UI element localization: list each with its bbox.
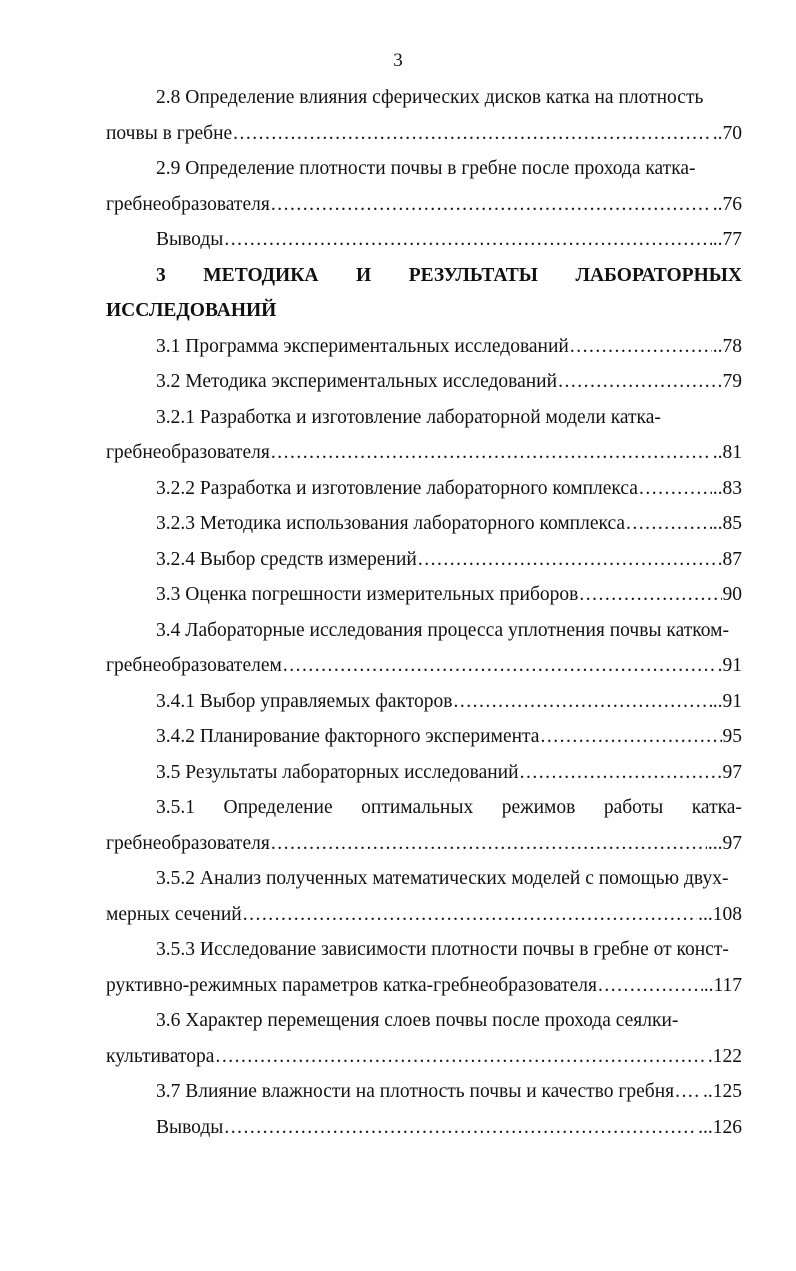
toc-entry-3-5 (106, 755, 742, 791)
toc-word: оптимальных (361, 797, 474, 818)
dot-leader (418, 542, 717, 578)
toc-entry-continuation (106, 435, 742, 471)
toc-entry-label: 3.5 Результаты лабораторных исследований (156, 761, 519, 783)
toc-entry-continuation (106, 1039, 742, 1075)
dot-leader (283, 648, 717, 684)
dot-leader (243, 897, 697, 933)
toc-word: режимов (501, 797, 576, 818)
toc-entry-label: гребнеобразователя (106, 832, 270, 854)
dot-leader (540, 719, 721, 755)
dot-leader (233, 116, 712, 152)
toc-entry-3-4-1 (106, 684, 742, 720)
dot-leader (520, 755, 722, 791)
dot-leader (675, 1074, 702, 1110)
toc-entry-continuation (106, 187, 742, 223)
toc-entry-3-1 (106, 329, 742, 365)
dot-leader (271, 826, 707, 862)
toc-entry-label: мерных сечений (106, 903, 242, 925)
toc-word: Определение (223, 797, 333, 818)
toc-page-number: ..125 (703, 1081, 742, 1102)
toc-page-number: 79 (722, 371, 742, 392)
toc-entry-label: гребнеобразователя (106, 442, 270, 463)
chapter-word: И (355, 264, 372, 286)
toc-page-number: ..76 (712, 193, 742, 215)
chapter-word: 3 (156, 264, 166, 286)
dot-leader (598, 968, 703, 1004)
chapter-heading-continuation: ИССЛЕДОВАНИЙ (106, 300, 277, 321)
toc-page-number: 95 (722, 726, 742, 747)
toc-entry-text: 3.6 Характер перемещения слоев почвы после прохода сеялки- (156, 1010, 679, 1031)
toc-entry-text: 3.4 Лабораторные исследования процесса уплотнения почвы катком- (156, 619, 729, 641)
toc-entry-label: 3.2.2 Разработка и изготовление лабораторного комплекса (156, 477, 638, 499)
dot-leader (215, 1039, 706, 1075)
toc-entry-text (106, 790, 742, 826)
toc-entry-3-5-3 (106, 932, 742, 1003)
dot-leader (626, 506, 712, 542)
toc-entry-3-2-4 (106, 542, 742, 578)
toc-entry-conclusions-2 (106, 222, 742, 258)
toc-entry-label: руктивно-режимных параметров катка-гребнеобразователя (106, 974, 597, 996)
toc-entry-label: гребнеобразователем (106, 655, 282, 676)
toc-entry-continuation (106, 968, 742, 1004)
toc-page-number: ..91 (712, 690, 742, 712)
toc-entry-3-2-1 (106, 400, 742, 471)
dot-leader (271, 435, 712, 471)
toc-entry-label: Выводы (156, 1116, 224, 1138)
toc-page-number: ..70 (712, 122, 742, 144)
toc-entry-label: культиватора (106, 1045, 215, 1067)
toc-entry-label: гребнеобразователя (106, 193, 270, 215)
toc-entry-3-4 (106, 613, 742, 684)
dot-leader (453, 684, 711, 720)
chapter-heading-line (106, 258, 742, 294)
toc-entry-3-2-3 (106, 506, 742, 542)
toc-word: работы (603, 797, 664, 818)
toc-entry-3-4-2 (106, 719, 742, 755)
dot-leader (271, 187, 712, 223)
toc-page-number: .122 (707, 1045, 742, 1067)
dot-leader (224, 222, 711, 258)
table-of-contents (106, 80, 742, 1145)
dot-leader (224, 1110, 697, 1146)
toc-page-number: .87 (717, 548, 742, 570)
toc-entry-label: 3.1 Программа экспериментальных исследований (156, 335, 569, 357)
toc-entry-text: 2.9 Определение плотности почвы в гребне после прохода катка- (156, 158, 696, 179)
toc-entry-3-5-2 (106, 861, 742, 932)
toc-entry-continuation (106, 826, 742, 862)
toc-entry-3-5-1 (106, 790, 742, 861)
toc-entry-3-2 (106, 364, 742, 400)
toc-entry-2-9 (106, 151, 742, 222)
chapter-word: ЛАБОРАТОРНЫХ (575, 264, 742, 286)
toc-page-number: ...126 (698, 1116, 742, 1138)
chapter-3-heading (106, 258, 742, 329)
toc-entry-continuation (106, 116, 742, 152)
toc-entry-3-2-2 (106, 471, 742, 507)
toc-page-number: 90 (722, 584, 742, 605)
toc-entry-3-3 (106, 577, 742, 613)
toc-entry-label: почвы в гребне (106, 122, 233, 144)
dot-leader (639, 471, 712, 507)
toc-word: катка- (691, 797, 742, 818)
dot-leader (570, 329, 712, 365)
toc-entry-label: 3.2.4 Выбор средств измерений (156, 548, 417, 570)
toc-entry-continuation (106, 897, 742, 933)
toc-entry-text: 3.5.2 Анализ полученных математических моделей с помощью двух- (156, 868, 729, 889)
dot-leader (579, 577, 721, 613)
toc-page-number: ..78 (712, 335, 742, 357)
toc-entry-label: 3.7 Влияние влажности на плотность почвы и качество гребня (156, 1081, 675, 1102)
toc-page-number: ...108 (698, 903, 742, 925)
toc-page-number: ..77 (712, 229, 742, 250)
toc-page-number: 97 (722, 761, 742, 783)
toc-page-number: ..85 (712, 513, 742, 534)
toc-entry-continuation (106, 648, 742, 684)
toc-entry-3-7 (106, 1074, 742, 1110)
toc-entry-label: 3.4.1 Выбор управляемых факторов (156, 690, 453, 712)
toc-entry-3-6 (106, 1003, 742, 1074)
toc-entry-label: Выводы (156, 229, 224, 250)
toc-page-number: ...97 (707, 832, 742, 854)
toc-entry-label: 3.4.2 Планирование факторного эксперимента (156, 726, 540, 747)
toc-entry-text: 2.8 Определение влияния сферических дисков катка на плотность (156, 87, 704, 108)
toc-entry-text: 3.5.3 Исследование зависимости плотности почвы в гребне от конст- (156, 939, 729, 960)
toc-page-number: ..117 (703, 974, 742, 996)
toc-entry-label: 3.2 Методика экспериментальных исследований (156, 371, 558, 392)
toc-page-number: ..83 (712, 477, 742, 499)
chapter-word: МЕТОДИКА (203, 264, 319, 286)
toc-page-number: .91 (717, 655, 742, 676)
toc-page-number: ..81 (712, 442, 742, 463)
chapter-word: РЕЗУЛЬТАТЫ (408, 264, 538, 286)
toc-entry-label: 3.2.3 Методика использования лабораторного комплекса (156, 513, 626, 534)
toc-word: 3.5.1 (156, 797, 195, 818)
toc-entry-text: 3.2.1 Разработка и изготовление лабораторной модели катка- (156, 406, 661, 428)
toc-entry-2-8 (106, 80, 742, 151)
page-number: 3 (393, 50, 403, 71)
dot-leader (558, 364, 721, 400)
toc-entry-conclusions-3 (106, 1110, 742, 1146)
toc-entry-label: 3.3 Оценка погрешности измерительных приборов (156, 584, 579, 605)
